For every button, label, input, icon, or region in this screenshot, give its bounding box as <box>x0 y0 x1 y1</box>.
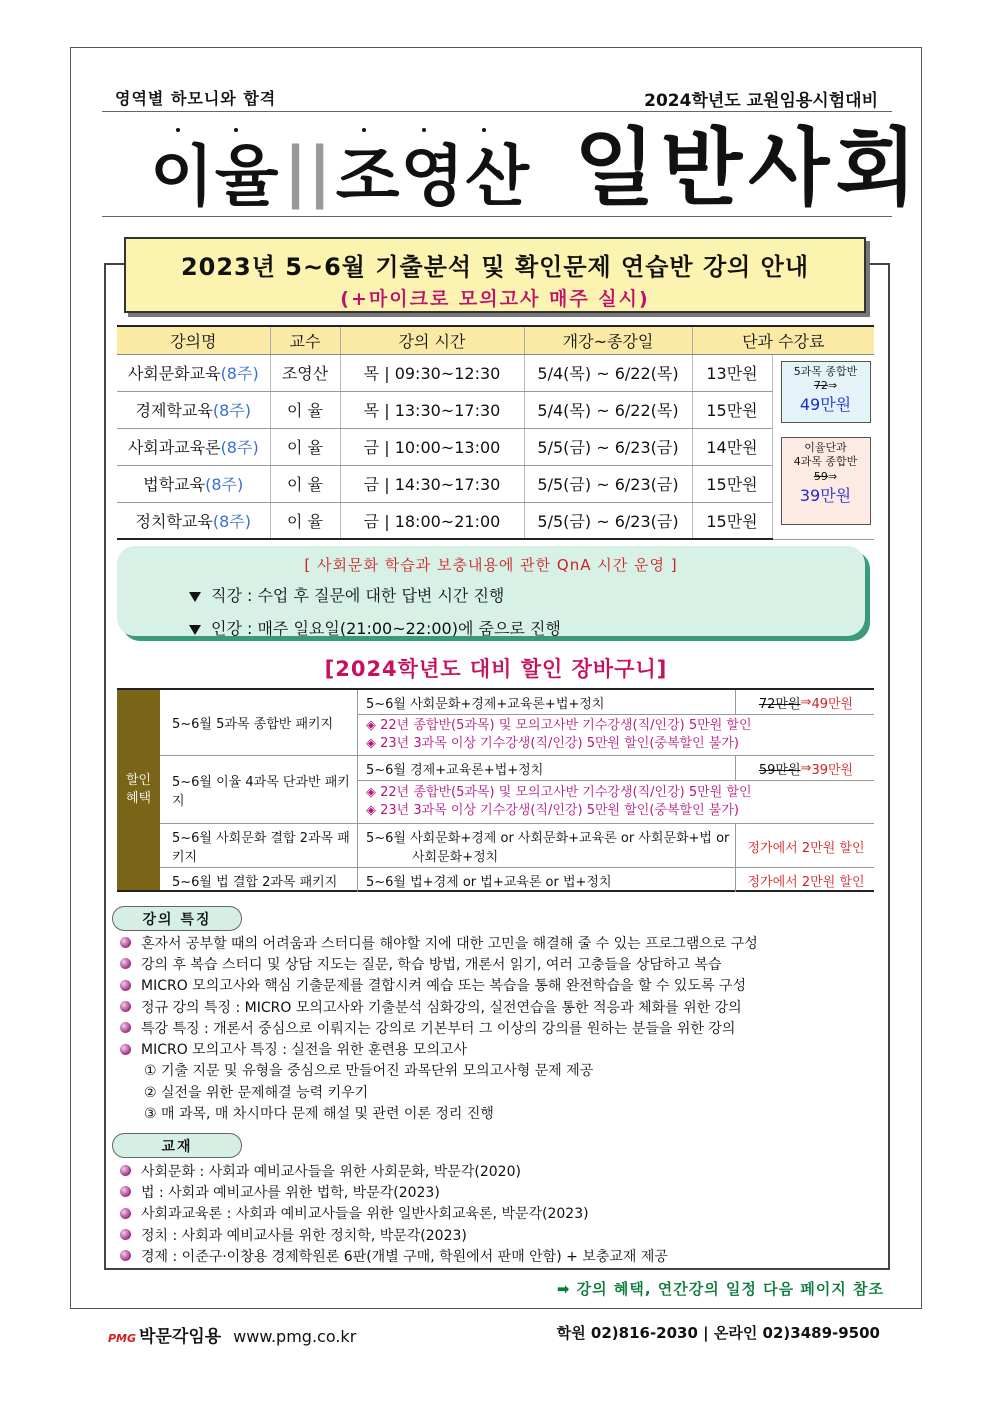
qna-line: 직강 : 수업 후 질문에 대한 답변 시간 진행 <box>189 583 865 606</box>
bullet-icon <box>120 1044 131 1055</box>
page-title <box>150 118 923 217</box>
bullet-icon <box>120 937 131 948</box>
package-row: 5~6월 5과목 종합반 패키지 5~6월 사회문화+경제+교육론+법+정치 72만원 ⇒ 49만원 ◈ 22년 종합반(5과목) 및 모의고사반 기수강생(직/인강) 5만원 할인 ◈ 23년 3과목 이상 기수강생(직/인강) 5만원 할인(중복할인 불가) <box>160 690 874 756</box>
bullet-icon <box>120 1229 131 1240</box>
col-header: 교수 <box>270 326 340 354</box>
list-item: 특강 특징 : 개론서 중심으로 이뤄지는 강의로 기본부터 그 이상의 강의를 원하는 분들을 위한 강의 <box>120 1017 758 1038</box>
textbooks-list <box>120 1160 668 1266</box>
table-row: 경제학교육(8주) 이 율 목 | 13:30~17:30 5/4(목) ~ 6/22(목) 15만원 <box>117 391 874 428</box>
triangle-bullet-icon <box>189 625 201 635</box>
bullet-icon <box>120 1165 131 1176</box>
package-row: 5~6월 사회문화 결합 2과목 패키지 5~6월 사회문화+경제 or 사회문화+교육론 or 사회문화+법 or 사회문화+정치 정가에서 2만원 할인 <box>160 824 874 868</box>
footer-contact: 학원 02)816-2030 | 온라인 02)3489-9500 <box>556 1324 880 1342</box>
cart-title: [2024학년도 대비 할인 장바구니] <box>324 657 668 681</box>
col-header: 개강~종강일 <box>524 326 692 354</box>
table-row: 정치학교육(8주) 이 율 금 | 18:00~21:00 5/5(금) ~ 6/23(금) 15만원 <box>117 502 874 539</box>
announce-title: 2023년 5~6월 기출분석 및 확인문제 연습반 강의 안내 <box>180 253 810 281</box>
qna-title: [ 사회문화 학습과 보충내용에 관한 QnA 시간 운영 ] <box>304 556 678 574</box>
schedule-table <box>117 325 874 540</box>
discount-side-label: 할인 혜택 <box>117 690 160 890</box>
list-item: 사회과교육론 : 사회과 예비교사들을 위한 일반사회교육론, 박문각(2023) <box>120 1203 668 1224</box>
table-row: 사회문화교육(8주) 조영산 목 | 09:30~12:30 5/4(목) ~ 6/22(목) 13만원 5과목 종합반 72⇒ 49만원 이율단과 4과목 종합반 59⇒ 39만원 <box>117 354 874 391</box>
list-item: ② 실전을 위한 문제해결 능력 키우기 <box>144 1084 369 1101</box>
list-item: 법 : 사회과 예비교사를 위한 법학, 박문각(2023) <box>120 1181 668 1202</box>
list-item: MICRO 모의고사와 핵심 기출문제를 결합시켜 예습 또는 복습을 통해 완전학습을 할 수 있도록 구성 <box>120 975 758 996</box>
bullet-icon <box>120 1186 131 1197</box>
title-subject: 일반사회 <box>574 119 923 217</box>
title-teacher-2: 조영산 <box>336 144 530 210</box>
package-row: 5~6월 법 결합 2과목 패키지 5~6월 법+경제 or 법+교육론 or 법+정치 정가에서 2만원 할인 <box>160 868 874 892</box>
list-item: ③ 매 과목, 매 차시마다 문제 해설 및 관련 이론 정리 진행 <box>144 1106 494 1123</box>
divider <box>102 111 892 112</box>
qna-box <box>117 546 865 636</box>
table-row: 법학교육(8주) 이 율 금 | 14:30~17:30 5/5(금) ~ 6/23(금) 15만원 <box>117 465 874 502</box>
bullet-icon <box>120 958 131 969</box>
triangle-bullet-icon <box>189 592 201 602</box>
package-row: 5~6월 이율 4과목 단과반 패키지 5~6월 경제+교육론+법+정치 59만원 ⇒ 39만원 ◈ 22년 종합반(5과목) 및 모의고사반 기수강생(직/인강) 5만원 할인 ◈ 23년 3과목 이상 기수강생(직/인강) 5만원 할인(중복할인 불가) <box>160 756 874 824</box>
bullet-icon <box>120 1250 131 1261</box>
announce-box <box>124 237 866 313</box>
footer-brand <box>108 1322 356 1347</box>
list-item: ① 기출 지문 및 유형을 중심으로 만들어진 과목단위 모의고사형 문제 제공 <box>144 1063 594 1080</box>
features-label: 강의 특징 <box>112 906 242 931</box>
table-header-row <box>117 326 874 354</box>
bullet-icon <box>120 980 131 991</box>
col-header: 단과 수강료 <box>692 326 874 354</box>
bundle-cell <box>772 354 874 539</box>
list-item: 혼자서 공부할 때의 어려움과 스터디를 해야할 지에 대한 고민을 해결해 줄 수 있는 프로그램으로 구성 <box>120 932 758 953</box>
bullet-icon <box>120 1001 131 1012</box>
tagline: 영역별 하모니와 합격 <box>115 89 277 108</box>
list-item: MICRO 모의고사 특징 : 실전을 위한 훈련용 모의고사 <box>120 1038 758 1059</box>
exam-label: 2024학년도 교원임용시험대비 <box>644 91 878 111</box>
list-item: 정치 : 사회과 예비교사를 위한 정치학, 박문각(2023) <box>120 1224 668 1245</box>
list-item: 사회문화 : 사회과 예비교사들을 위한 사회문화, 박문각(2020) <box>120 1160 668 1181</box>
announce-subtitle: (+마이크로 모의고사 매주 실시) <box>340 288 650 310</box>
col-header: 강의명 <box>117 326 270 354</box>
pmg-logo-icon: PMG <box>108 1332 137 1345</box>
discount-table <box>117 688 874 892</box>
textbooks-label: 교재 <box>112 1133 242 1158</box>
bundle-5-subjects: 5과목 종합반 72⇒ 49만원 <box>781 361 871 423</box>
bullet-icon <box>120 1022 131 1033</box>
divider <box>102 216 892 217</box>
bullet-icon <box>120 1208 131 1219</box>
bundle-4-subjects: 이율단과 4과목 종합반 59⇒ 39만원 <box>781 437 871 525</box>
features-list <box>120 932 758 1124</box>
title-teacher-1: 이율 <box>150 144 280 210</box>
list-item: 정규 강의 특징 : MICRO 모의고사와 기출분석 심화강의, 실전연습을 통한 적응과 체화를 위한 강의 <box>120 996 758 1017</box>
website-link[interactable]: www.pmg.co.kr <box>233 1327 357 1346</box>
qna-line: 인강 : 매주 일요일(21:00~22:00)에 줌으로 진행 <box>189 616 865 639</box>
table-row: 사회과교육론(8주) 이 율 금 | 10:00~13:00 5/5(금) ~ 6/23(금) 14만원 <box>117 428 874 465</box>
title-separator: || <box>283 133 332 210</box>
list-item: 경제 : 이준구·이창용 경제학원론 6판(개별 구매, 학원에서 판매 안함) + 보충교재 제공 <box>120 1245 668 1266</box>
brand-name: 박문각임용 <box>139 1327 222 1347</box>
list-item: 강의 후 복습 스터디 및 상담 지도는 질문, 학습 방법, 개론서 읽기, 여러 고충들을 상담하고 복습 <box>120 953 758 974</box>
next-page-note: ➡ 강의 혜택, 연간강의 일정 다음 페이지 참조 <box>556 1280 884 1298</box>
col-header: 강의 시간 <box>340 326 524 354</box>
